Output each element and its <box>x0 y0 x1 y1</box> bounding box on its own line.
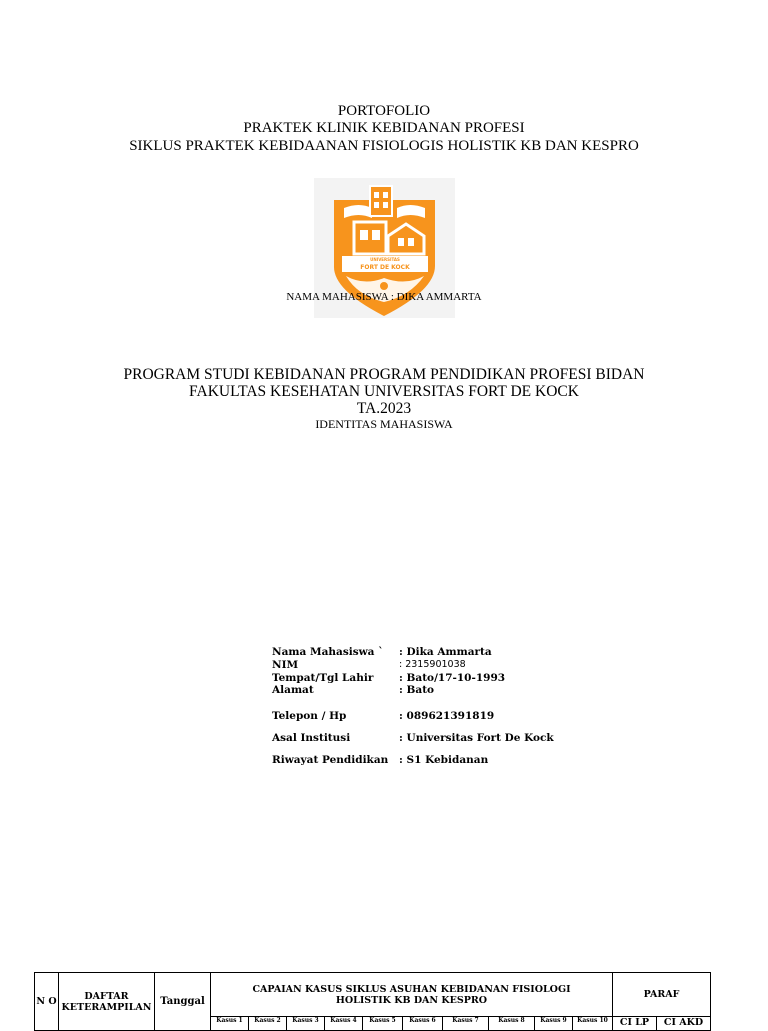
header-no: N O <box>35 973 59 1031</box>
identity-value: : Universitas Fort De Kock <box>399 732 554 744</box>
doc-title-portofolio: PORTOFOLIO <box>337 103 431 119</box>
svg-text:UNIVERSITAS: UNIVERSITAS <box>370 257 400 262</box>
doc-title-siklus: SIKLUS PRAKTEK KEBIDAANAN FISIOLOGIS HOLISTIK KB DAN KESPRO <box>129 138 639 154</box>
identity-label: NIM <box>272 659 299 671</box>
header-date: Tanggal <box>155 973 211 1031</box>
identity-label: Asal Institusi <box>272 732 351 744</box>
header-case: Kasus 9 <box>535 1017 573 1031</box>
identity-label: Telepon / Hp <box>272 710 347 722</box>
header-case: Kasus 4 <box>325 1017 363 1031</box>
header-paraf: PARAF <box>613 973 711 1017</box>
identity-value: : Bato/17-10-1993 <box>399 672 506 684</box>
program-line-1: PROGRAM STUDI KEBIDANAN PROGRAM PENDIDIKAN PROFESI BIDAN <box>123 366 645 383</box>
section-title-identitas: IDENTITAS MAHASISWA <box>315 417 453 431</box>
header-case-achievement: CAPAIAN KASUS SIKLUS ASUHAN KEBIDANAN FISIOLOGI HOLISTIK KB DAN KESPRO <box>211 973 613 1017</box>
header-case: Kasus 3 <box>287 1017 325 1031</box>
student-name-line: NAMA MAHASISWA : DIKA AMMARTA <box>286 291 482 303</box>
header-ci-lp: CI LP <box>613 1017 657 1031</box>
header-case: Kasus 10 <box>573 1017 613 1031</box>
identity-label: Nama Mahasiswa ` <box>272 646 384 658</box>
header-case: Kasus 8 <box>489 1017 535 1031</box>
identity-label: Tempat/Tgl Lahir <box>272 672 374 684</box>
identity-value: : S1 Kebidanan <box>399 754 489 766</box>
identity-label: Riwayat Pendidikan <box>272 754 389 766</box>
identity-value: : Bato <box>399 684 435 696</box>
header-case: Kasus 5 <box>363 1017 403 1031</box>
identity-label: Alamat <box>272 684 314 696</box>
header-case: Kasus 7 <box>443 1017 489 1031</box>
header-case: Kasus 2 <box>249 1017 287 1031</box>
identity-value: : Dika Ammarta <box>399 646 492 658</box>
header-case: Kasus 1 <box>211 1017 249 1031</box>
academic-year: TA.2023 <box>356 400 412 417</box>
header-skills: DAFTAR KETERAMPILAN <box>59 973 155 1031</box>
skills-table <box>34 972 711 1031</box>
svg-text:FORT DE KOCK: FORT DE KOCK <box>360 264 410 271</box>
doc-title-praktek: PRAKTEK KLINIK KEBIDANAN PROFESI <box>243 120 525 136</box>
header-ci-akd: CI AKD <box>657 1017 711 1031</box>
identity-value: : 2315901038 <box>399 659 466 670</box>
header-case: Kasus 6 <box>403 1017 443 1031</box>
program-line-2: FAKULTAS KESEHATAN UNIVERSITAS FORT DE KOCK <box>189 383 579 400</box>
identity-value: : 089621391819 <box>399 710 495 722</box>
